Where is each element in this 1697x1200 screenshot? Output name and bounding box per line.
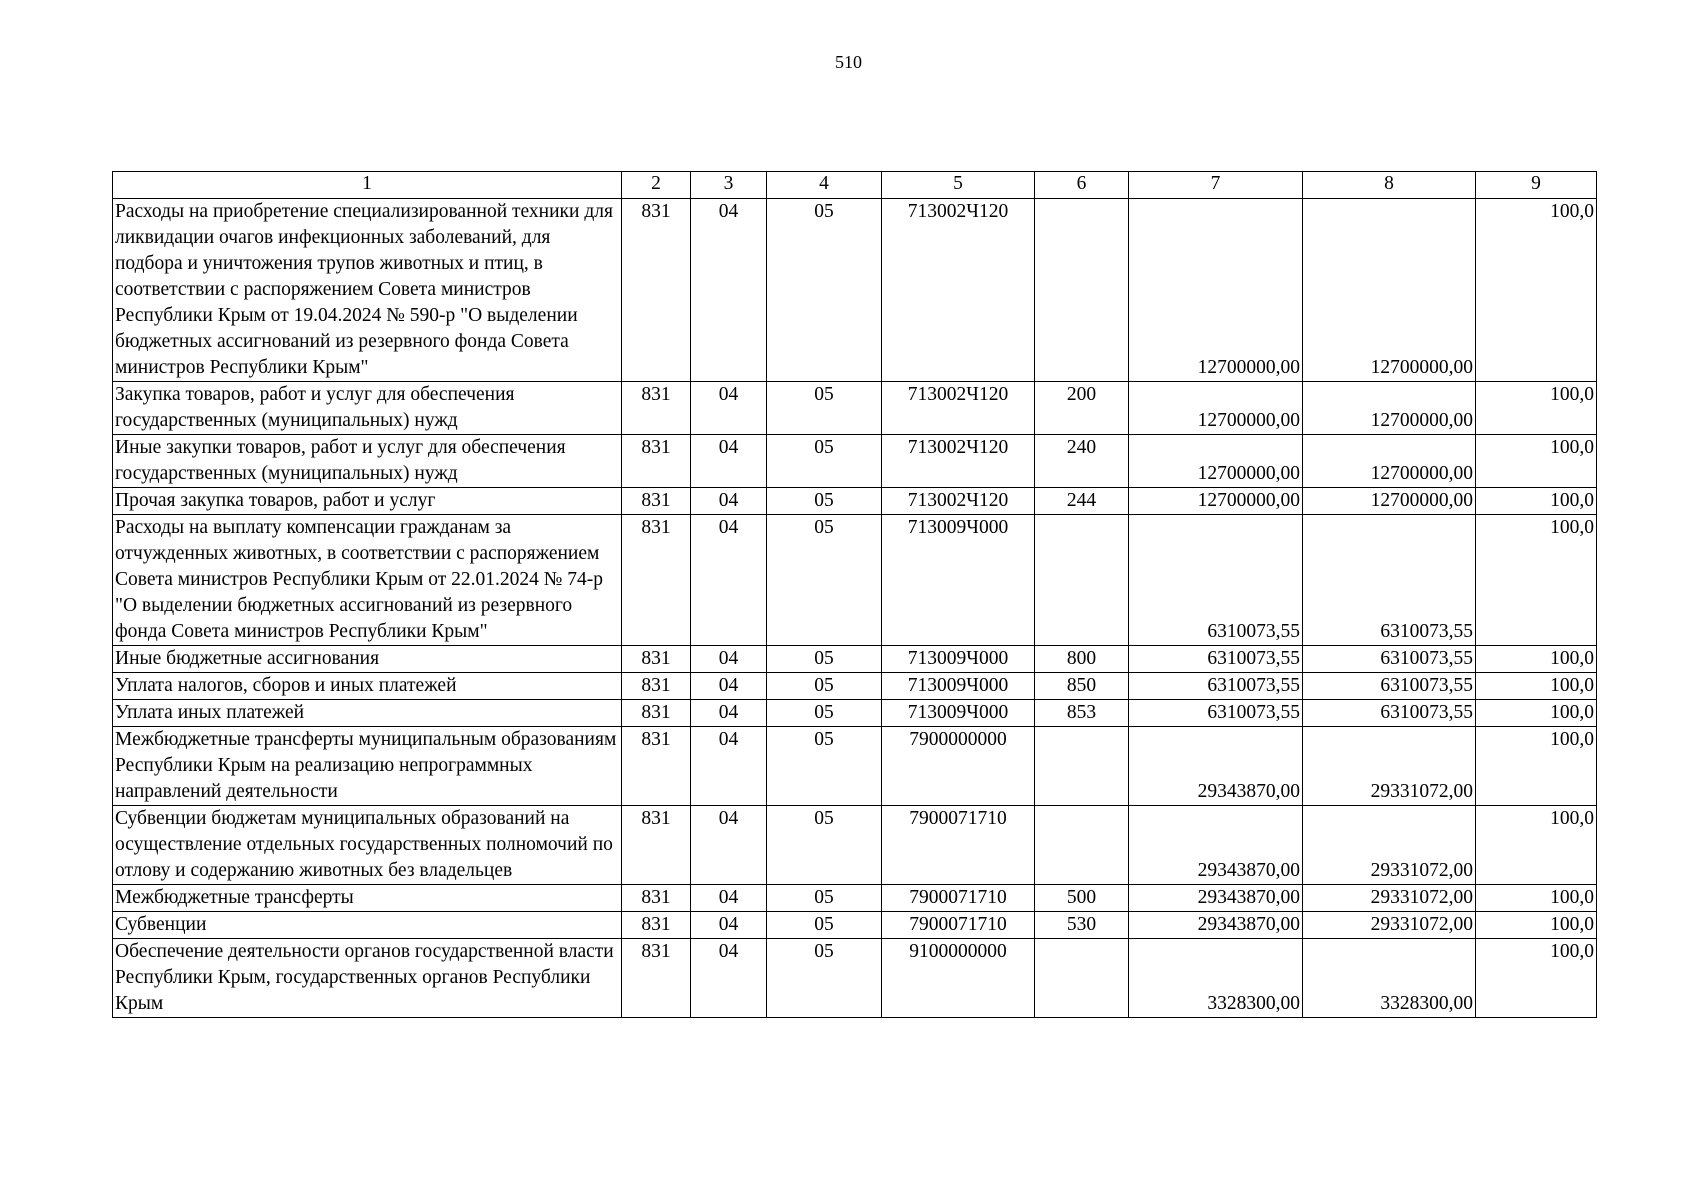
- column-header: 7: [1129, 172, 1303, 199]
- cell-percent: 100,0: [1476, 199, 1597, 382]
- cell-subsection: 05: [767, 199, 882, 382]
- cell-expense-type: 853: [1035, 700, 1129, 727]
- cell-admin-code: 831: [622, 382, 691, 435]
- row-name: Субвенции: [113, 912, 622, 939]
- cell-admin-code: 831: [622, 885, 691, 912]
- cell-percent: 100,0: [1476, 727, 1597, 806]
- row-name: Иные закупки товаров, работ и услуг для обеспечения государственных (муниципальных) нужд: [113, 435, 622, 488]
- cell-target-article: 713009Ч000: [882, 646, 1035, 673]
- table-row: [113, 727, 1597, 806]
- cell-target-article: 9100000000: [882, 939, 1035, 1018]
- cell-plan-amount: 12700000,00: [1129, 435, 1303, 488]
- cell-admin-code: 831: [622, 199, 691, 382]
- cell-plan-amount: 3328300,00: [1129, 939, 1303, 1018]
- cell-percent: 100,0: [1476, 806, 1597, 885]
- cell-subsection: 05: [767, 382, 882, 435]
- cell-section: 04: [691, 673, 767, 700]
- cell-subsection: 05: [767, 488, 882, 515]
- cell-percent: 100,0: [1476, 646, 1597, 673]
- cell-percent: 100,0: [1476, 435, 1597, 488]
- cell-subsection: 05: [767, 912, 882, 939]
- cell-admin-code: 831: [622, 673, 691, 700]
- row-name: Расходы на выплату компенсации гражданам за отчужденных животных, в соответствии с распоряжением Совета министров Республики Крым от 22.01.2024 № 74-р "О выделении бюджетных ассигнований из резервного фонда Совета министров Республики Крым": [113, 515, 622, 646]
- cell-section: 04: [691, 700, 767, 727]
- cell-plan-amount: 6310073,55: [1129, 700, 1303, 727]
- cell-plan-amount: 12700000,00: [1129, 488, 1303, 515]
- cell-percent: 100,0: [1476, 885, 1597, 912]
- cell-plan-amount: 29343870,00: [1129, 912, 1303, 939]
- cell-target-article: 713002Ч120: [882, 435, 1035, 488]
- cell-plan-amount: 6310073,55: [1129, 646, 1303, 673]
- cell-section: 04: [691, 646, 767, 673]
- column-header: 5: [882, 172, 1035, 199]
- cell-target-article: 7900071710: [882, 885, 1035, 912]
- cell-expense-type: [1035, 939, 1129, 1018]
- cell-plan-amount: 6310073,55: [1129, 515, 1303, 646]
- column-header: 8: [1303, 172, 1476, 199]
- table-row: [113, 673, 1597, 700]
- cell-actual-amount: 29331072,00: [1303, 912, 1476, 939]
- cell-actual-amount: 12700000,00: [1303, 488, 1476, 515]
- cell-target-article: 7900071710: [882, 912, 1035, 939]
- cell-section: 04: [691, 727, 767, 806]
- cell-actual-amount: 3328300,00: [1303, 939, 1476, 1018]
- cell-subsection: 05: [767, 885, 882, 912]
- cell-section: 04: [691, 939, 767, 1018]
- table-row: [113, 939, 1597, 1018]
- budget-table: [112, 171, 1597, 1018]
- cell-target-article: 713002Ч120: [882, 199, 1035, 382]
- cell-admin-code: 831: [622, 515, 691, 646]
- cell-actual-amount: 6310073,55: [1303, 700, 1476, 727]
- cell-admin-code: 831: [622, 727, 691, 806]
- cell-subsection: 05: [767, 806, 882, 885]
- row-name: Обеспечение деятельности органов государственной власти Республики Крым, государственных органов Республики Крым: [113, 939, 622, 1018]
- cell-section: 04: [691, 199, 767, 382]
- column-header: 3: [691, 172, 767, 199]
- cell-expense-type: 200: [1035, 382, 1129, 435]
- row-name: Субвенции бюджетам муниципальных образований на осуществление отдельных государственных полномочий по отлову и содержанию животных без владельцев: [113, 806, 622, 885]
- cell-expense-type: [1035, 727, 1129, 806]
- row-name: Уплата налогов, сборов и иных платежей: [113, 673, 622, 700]
- cell-admin-code: 831: [622, 646, 691, 673]
- cell-section: 04: [691, 806, 767, 885]
- cell-actual-amount: 29331072,00: [1303, 727, 1476, 806]
- table-row: [113, 382, 1597, 435]
- row-name: Иные бюджетные ассигнования: [113, 646, 622, 673]
- cell-actual-amount: 29331072,00: [1303, 806, 1476, 885]
- cell-admin-code: 831: [622, 435, 691, 488]
- cell-percent: 100,0: [1476, 939, 1597, 1018]
- cell-target-article: 713009Ч000: [882, 700, 1035, 727]
- cell-admin-code: 831: [622, 912, 691, 939]
- cell-subsection: 05: [767, 727, 882, 806]
- table-row: [113, 515, 1597, 646]
- cell-plan-amount: 12700000,00: [1129, 199, 1303, 382]
- row-name: Прочая закупка товаров, работ и услуг: [113, 488, 622, 515]
- cell-section: 04: [691, 515, 767, 646]
- cell-subsection: 05: [767, 700, 882, 727]
- table-header-row: [113, 172, 1597, 199]
- cell-admin-code: 831: [622, 806, 691, 885]
- cell-actual-amount: 6310073,55: [1303, 515, 1476, 646]
- cell-target-article: 713009Ч000: [882, 515, 1035, 646]
- cell-actual-amount: 6310073,55: [1303, 646, 1476, 673]
- cell-plan-amount: 29343870,00: [1129, 806, 1303, 885]
- table-row: [113, 885, 1597, 912]
- cell-actual-amount: 29331072,00: [1303, 885, 1476, 912]
- table-body: [113, 199, 1597, 1018]
- column-header: 1: [113, 172, 622, 199]
- cell-actual-amount: 12700000,00: [1303, 382, 1476, 435]
- cell-target-article: 7900000000: [882, 727, 1035, 806]
- cell-target-article: 713002Ч120: [882, 488, 1035, 515]
- cell-section: 04: [691, 382, 767, 435]
- cell-expense-type: [1035, 515, 1129, 646]
- table-row: [113, 646, 1597, 673]
- cell-target-article: 713009Ч000: [882, 673, 1035, 700]
- column-header: 2: [622, 172, 691, 199]
- cell-admin-code: 831: [622, 939, 691, 1018]
- cell-expense-type: 244: [1035, 488, 1129, 515]
- cell-admin-code: 831: [622, 700, 691, 727]
- cell-admin-code: 831: [622, 488, 691, 515]
- row-name: Закупка товаров, работ и услуг для обеспечения государственных (муниципальных) нужд: [113, 382, 622, 435]
- column-header: 4: [767, 172, 882, 199]
- cell-percent: 100,0: [1476, 382, 1597, 435]
- cell-percent: 100,0: [1476, 515, 1597, 646]
- cell-actual-amount: 6310073,55: [1303, 673, 1476, 700]
- table-row: [113, 435, 1597, 488]
- table-row: [113, 199, 1597, 382]
- cell-expense-type: 850: [1035, 673, 1129, 700]
- cell-section: 04: [691, 435, 767, 488]
- page-number: 510: [835, 52, 862, 72]
- table-row: [113, 488, 1597, 515]
- row-name: Уплата иных платежей: [113, 700, 622, 727]
- cell-expense-type: [1035, 806, 1129, 885]
- cell-percent: 100,0: [1476, 700, 1597, 727]
- cell-expense-type: 800: [1035, 646, 1129, 673]
- cell-expense-type: [1035, 199, 1129, 382]
- cell-percent: 100,0: [1476, 673, 1597, 700]
- column-header: 9: [1476, 172, 1597, 199]
- table-row: [113, 912, 1597, 939]
- cell-plan-amount: 29343870,00: [1129, 727, 1303, 806]
- cell-percent: 100,0: [1476, 912, 1597, 939]
- cell-expense-type: 500: [1035, 885, 1129, 912]
- cell-expense-type: 530: [1035, 912, 1129, 939]
- cell-plan-amount: 29343870,00: [1129, 885, 1303, 912]
- table-row: [113, 806, 1597, 885]
- cell-target-article: 7900071710: [882, 806, 1035, 885]
- row-name: Расходы на приобретение специализированной техники для ликвидации очагов инфекционных заболеваний, для подбора и уничтожения трупов животных и птиц, в соответствии с распоряжением Совета министров Республики Крым от 19.04.2024 № 590-р "О выделении бюджетных ассигнований из резервного фонда Совета министров Республики Крым": [113, 199, 622, 382]
- row-name: Межбюджетные трансферты: [113, 885, 622, 912]
- cell-subsection: 05: [767, 939, 882, 1018]
- cell-subsection: 05: [767, 515, 882, 646]
- cell-actual-amount: 12700000,00: [1303, 199, 1476, 382]
- cell-expense-type: 240: [1035, 435, 1129, 488]
- cell-section: 04: [691, 488, 767, 515]
- column-header: 6: [1035, 172, 1129, 199]
- cell-actual-amount: 12700000,00: [1303, 435, 1476, 488]
- cell-plan-amount: 6310073,55: [1129, 673, 1303, 700]
- cell-subsection: 05: [767, 646, 882, 673]
- cell-subsection: 05: [767, 435, 882, 488]
- cell-target-article: 713002Ч120: [882, 382, 1035, 435]
- row-name: Межбюджетные трансферты муниципальным образованиям Республики Крым на реализацию непрограммных направлений деятельности: [113, 727, 622, 806]
- cell-percent: 100,0: [1476, 488, 1597, 515]
- cell-section: 04: [691, 885, 767, 912]
- cell-plan-amount: 12700000,00: [1129, 382, 1303, 435]
- cell-section: 04: [691, 912, 767, 939]
- cell-subsection: 05: [767, 673, 882, 700]
- table-row: [113, 700, 1597, 727]
